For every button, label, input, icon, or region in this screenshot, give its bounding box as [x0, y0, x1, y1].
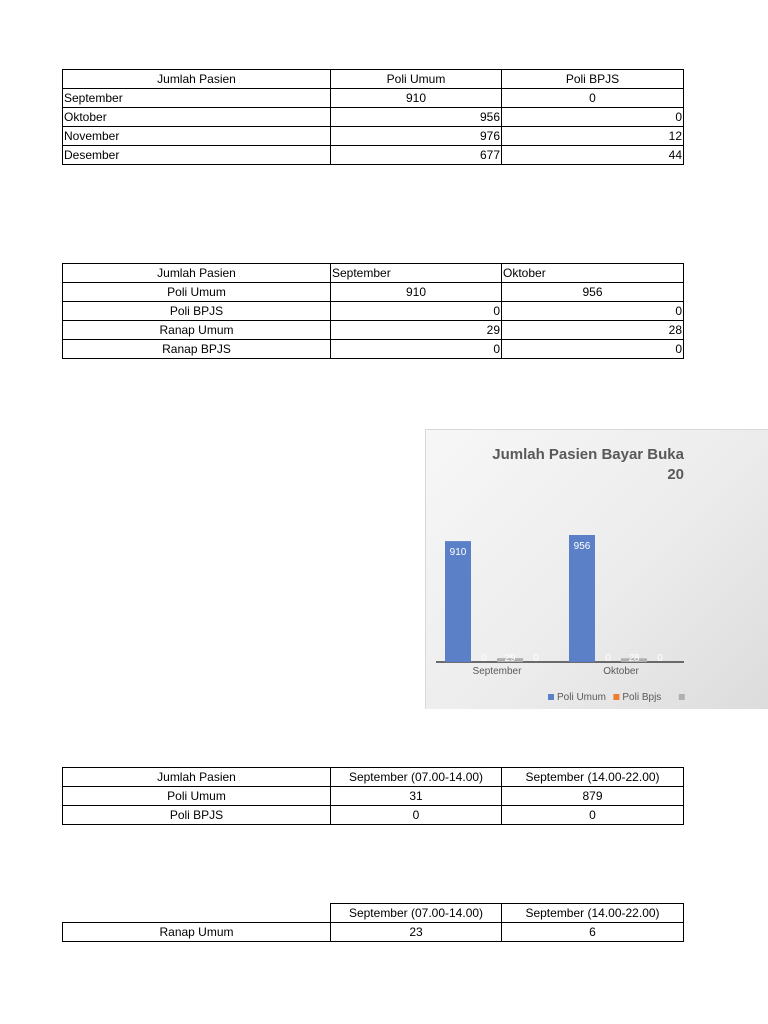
legend-label: Poli Bpjs: [622, 692, 662, 703]
data-label: 0: [481, 653, 487, 664]
header-cell[interactable]: September (07.00-14.00): [331, 904, 502, 923]
table-row: [63, 146, 684, 165]
value-cell[interactable]: 0: [502, 340, 684, 359]
value-cell[interactable]: 12: [502, 127, 684, 146]
patient-table-monthly: [62, 69, 684, 165]
header-cell[interactable]: Poli Umum: [331, 70, 502, 89]
legend-swatch: [548, 694, 554, 700]
value-cell[interactable]: 677: [331, 146, 502, 165]
row-label-cell[interactable]: Oktober: [63, 108, 331, 127]
bar-poli-umum-oktober[interactable]: [569, 535, 595, 662]
table-row: [63, 923, 684, 942]
data-label: 29: [504, 653, 516, 664]
table-header-row: [63, 264, 684, 283]
header-cell[interactable]: September (14.00-22.00): [502, 904, 684, 923]
data-label: 956: [573, 541, 591, 552]
header-cell[interactable]: Poli BPJS: [502, 70, 684, 89]
value-cell[interactable]: 31: [331, 787, 502, 806]
value-cell[interactable]: 0: [331, 340, 502, 359]
patient-table-by-shift: [62, 767, 684, 825]
row-label-cell[interactable]: Poli BPJS: [63, 302, 331, 321]
data-label: 0: [533, 653, 539, 664]
table-row: [63, 321, 684, 340]
table-header-row: [63, 904, 684, 923]
value-cell[interactable]: 29: [331, 321, 502, 340]
chart-title-line-2: 20: [667, 466, 684, 483]
table-row: [63, 108, 684, 127]
value-cell[interactable]: 44: [502, 146, 684, 165]
data-label: 28: [628, 653, 640, 664]
inpatient-table-by-shift: [62, 903, 684, 942]
row-label-cell[interactable]: Poli Umum: [63, 787, 331, 806]
bar-poli-umum-september[interactable]: [445, 541, 471, 662]
row-label-cell[interactable]: Ranap Umum: [63, 321, 331, 340]
row-label-cell[interactable]: Poli Umum: [63, 283, 331, 302]
header-cell[interactable]: Jumlah Pasien: [63, 768, 331, 787]
value-cell[interactable]: 910: [331, 89, 502, 108]
patient-table-by-service: [62, 263, 684, 359]
value-cell[interactable]: 0: [502, 302, 684, 321]
table-row: [63, 89, 684, 108]
value-cell[interactable]: 0: [331, 302, 502, 321]
chart-canvas: [426, 430, 768, 709]
legend-swatch: [613, 694, 619, 700]
category-tick-label: September: [472, 666, 522, 677]
table-row: [63, 787, 684, 806]
row-label-cell[interactable]: Ranap BPJS: [63, 340, 331, 359]
legend-swatch: [679, 694, 685, 700]
table-row: [63, 302, 684, 321]
table-header-row: [63, 70, 684, 89]
header-cell[interactable]: Oktober: [502, 264, 684, 283]
header-cell[interactable]: Jumlah Pasien: [63, 70, 331, 89]
value-cell[interactable]: 879: [502, 787, 684, 806]
table-row: [63, 283, 684, 302]
value-cell[interactable]: 28: [502, 321, 684, 340]
patient-bar-chart[interactable]: [425, 429, 768, 709]
header-cell[interactable]: September (07.00-14.00): [331, 768, 502, 787]
row-label-cell[interactable]: Desember: [63, 146, 331, 165]
value-cell[interactable]: 0: [502, 806, 684, 825]
value-cell[interactable]: 0: [502, 108, 684, 127]
header-cell[interactable]: September (14.00-22.00): [502, 768, 684, 787]
header-cell[interactable]: Jumlah Pasien: [63, 264, 331, 283]
value-cell[interactable]: 6: [502, 923, 684, 942]
value-cell[interactable]: 0: [331, 806, 502, 825]
row-label-cell[interactable]: September: [63, 89, 331, 108]
row-label-cell[interactable]: Poli BPJS: [63, 806, 331, 825]
value-cell[interactable]: 976: [331, 127, 502, 146]
data-label: 0: [657, 653, 663, 664]
table-row: [63, 127, 684, 146]
table-header-row: [63, 768, 684, 787]
empty-header-cell: [63, 904, 331, 923]
row-label-cell[interactable]: November: [63, 127, 331, 146]
value-cell[interactable]: 956: [502, 283, 684, 302]
chart-title-line-1: Jumlah Pasien Bayar Buka: [492, 446, 684, 463]
header-cell[interactable]: September: [331, 264, 502, 283]
table-row: [63, 806, 684, 825]
data-label: 0: [605, 653, 611, 664]
row-label-cell[interactable]: Ranap Umum: [63, 923, 331, 942]
category-tick-label: Oktober: [603, 666, 639, 677]
value-cell[interactable]: 23: [331, 923, 502, 942]
value-cell[interactable]: 910: [331, 283, 502, 302]
table-row: [63, 340, 684, 359]
value-cell[interactable]: 956: [331, 108, 502, 127]
value-cell[interactable]: 0: [502, 89, 684, 108]
data-label: 910: [449, 547, 467, 559]
legend-label: Poli Umum: [557, 692, 606, 703]
